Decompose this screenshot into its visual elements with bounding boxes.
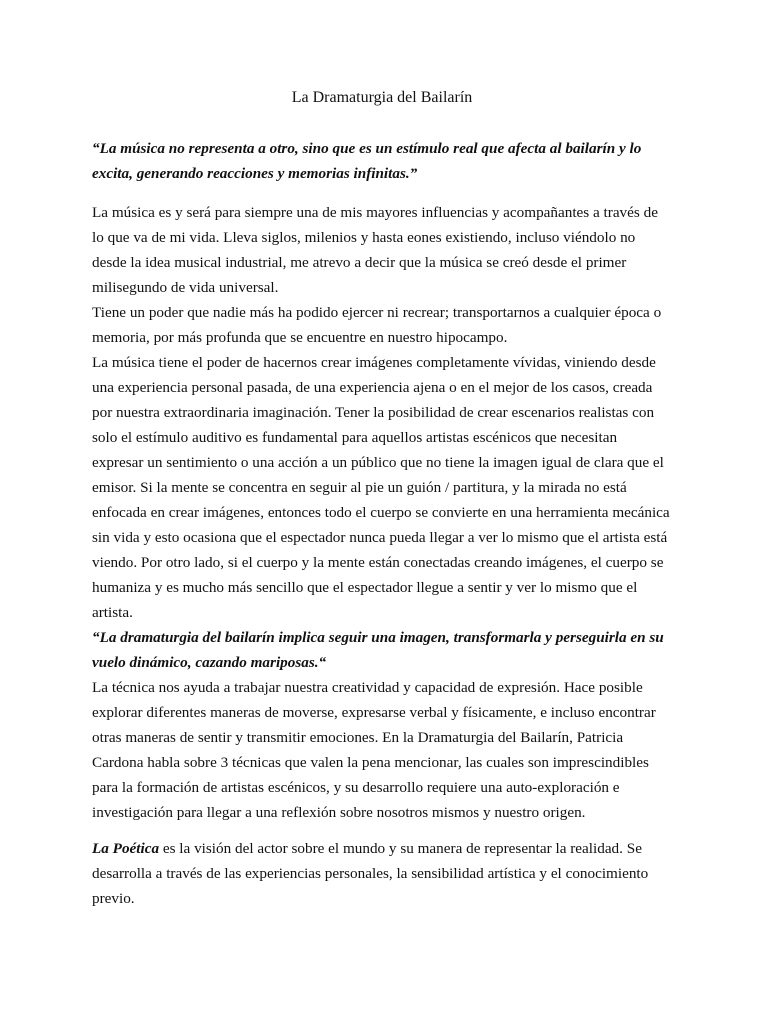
paragraph-music-influence: La música es y será para siempre una de mis mayores influencias y acompañantes a través de lo que va de mi vida. Lleva siglos, milenios y hasta eones existiendo, incluso viéndolo no desde la idea musical industrial, me atrevo a decir que la música se creó desde el primer milisegundo de vida universal. [92, 204, 658, 296]
paragraph-music-images: La música tiene el poder de hacernos crear imágenes completamente vívidas, viniendo desde una experiencia personal pasada, de una experiencia ajena o en el mejor de los casos, creada por nuestra extraordinaria imaginación. Tener la posibilidad de crear escenarios realistas con solo el estímulo auditivo es fundamental para aquellos artistas escénicos que necesitan expresar un sentimiento o una acción a un público que no tiene la imagen igual de clara que el emisor. Si la mente se concentra en seguir al pie un guión / partitura, y la mirada no está enfocada en crear imágenes, entonces todo el cuerpo se convierte en una herramienta mecánica sin vida y esto ocasiona que el espectador nunca pueda llegar a ver lo mismo que el artista está viendo. Por otro lado, si el cuerpo y la mente están conectadas creando imágenes, el cuerpo se humaniza y es mucho más sencillo que el espectador llegue a sentir y ver lo mismo que el artista. [92, 354, 670, 621]
document-title: La Dramaturgia del Bailarín [291, 89, 473, 106]
poetica-text: es la visión del actor sobre el mundo y su manera de representar la realidad. Se desarrolla a través de las experiencias personales, la sensibilidad artística y el conocimiento previo. [92, 840, 649, 907]
dramaturgy-quote: “La dramaturgia del bailarín implica seguir una imagen, transformarla y perseguirla en su vuelo dinámico, cazando mariposas.“ [92, 629, 664, 671]
body-block-music [92, 200, 672, 675]
paragraph-technique: La técnica nos ayuda a trabajar nuestra creatividad y capacidad de expresión. Hace posible explorar diferentes maneras de moverse, expresarse verbal y físicamente, e incluso encontrar otras maneras de sentir y transmitir emociones. En la Dramaturgia del Bailarín, Patricia Cardona habla sobre 3 técnicas que valen la pena mencionar, las cuales son imprescindibles para la formación de artistas escénicos, y su desarrollo requiere una auto-exploración e investigación para llegar a una reflexión sobre nosotros mismos y nuestro origen. [92, 679, 656, 821]
opening-quote: “La música no representa a otro, sino que es un estímulo real que afecta al bailarín y lo excita, generando reacciones y memorias infinitas.” [92, 140, 642, 182]
paragraph-poetica [92, 836, 672, 911]
poetica-term: La Poética [92, 840, 160, 857]
paragraph-music-power: Tiene un poder que nadie más ha podido ejercer ni recrear; transportarnos a cualquier época o memoria, por más profunda que se encuentre en nuestro hipocampo. [92, 304, 662, 346]
document-page [92, 86, 672, 911]
